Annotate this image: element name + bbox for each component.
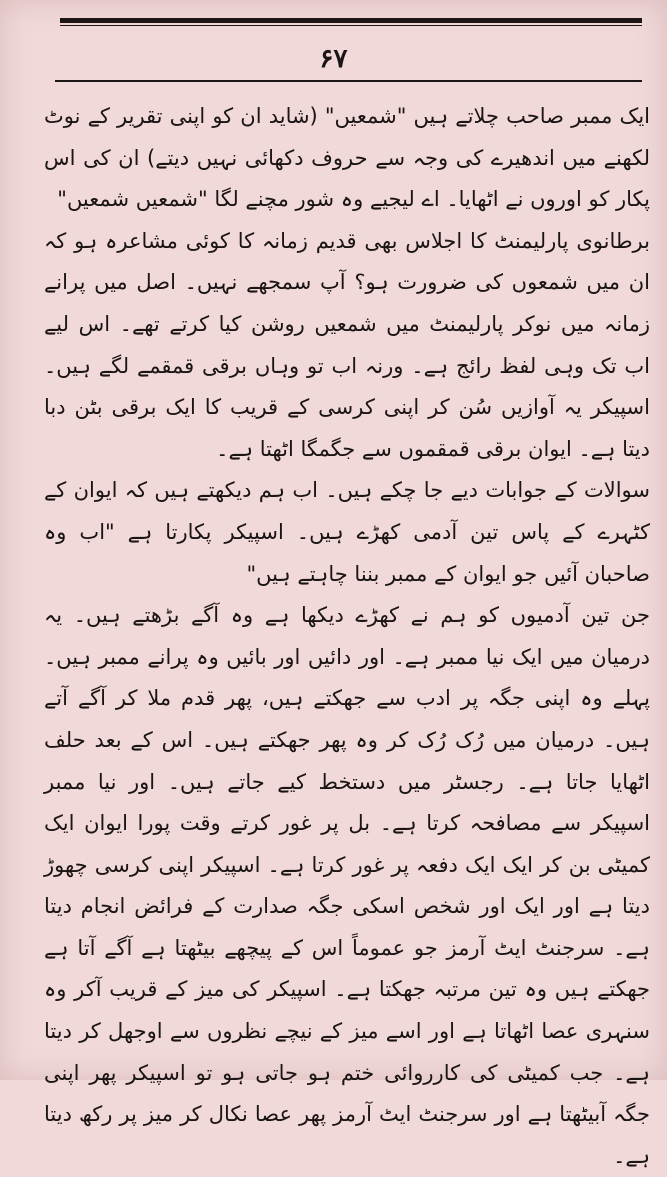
page-number: ۶۷	[319, 44, 348, 74]
paragraph-4: جن تین آدمیوں کو ہم نے کھڑے دیکھا ہے وہ آگے بڑھتے ہیں۔ یہ درمیان میں ایک نیا ممبر ہے۔ اور دائیں اور بائیں وہ پرانے ممبر ہیں۔ پہلے وہ اپنی جگہ پر ادب سے جھکتے ہیں، پھر قدم ملا کر آگے آتے ہیں۔ درمیان میں رُک رُک کر وہ پھر جھکتے ہیں۔ اس کے بعد حلف اٹھایا جاتا ہے۔ رجسٹر میں دستخط کیے جاتے ہیں۔ اور نیا ممبر اسپیکر سے مصافحہ کرتا ہے۔ بل پر غور کرتے وقت پورا ایوان ایک کمیٹی بن کر ایک ایک دفعہ پر غور کرتا ہے۔ اسپیکر اپنی کرسی چھوڑ دیتا ہے اور ایک اور شخص اسکی جگہ صدارت کے فرائض انجام دیتا ہے۔ سرجنٹ ایٹ آرمز جو عموماً اس کے پیچھے بیٹھتا ہے آگے آتا ہے جھکتے ہیں وہ تین مرتبہ جھکتا ہے۔ اسپیکر کی میز کے قریب آکر وہ سنہری عصا اٹھاتا ہے اور اسے میز کے نیچے نظروں سے اوجھل کر دیتا ہے۔ جب کمیٹی کی کارروائی ختم ہو جاتی ہو تو اسپیکر پھر اپنی جگہ آبیٹھتا ہے اور سرجنٹ ایٹ آرمز پھر عصا نکال کر میز پر رکھ دیتا ہے۔	[44, 603, 650, 1168]
header-rule	[55, 80, 642, 82]
paragraph-1: ایک ممبر صاحب چلاتے ہیں "شمعیں" (شاید ان کو اپنی تقریر کے نوٹ لکھنے میں اندھیرے کی وجہ سے حروف دکھائی نہیں دیتے) ان کی اس پکار کو اوروں نے اٹھایا۔ اے لیجیے وہ شور مچنے لگا "شمعیں شمعیں"	[44, 104, 650, 212]
paragraph-2: برطانوی پارلیمنٹ کا اجلاس بھی قدیم زمانہ کا کوئی مشاعرہ ہو کہ ان میں شمعوں کی ضرورت ہو؟ آپ سمجھے نہیں۔ اصل میں پرانے زمانہ میں نوکر پارلیمنٹ میں شمعیں روشن کیا کرتے تھے۔ اس لیے اب تک وہی لفظ رائج ہے۔ ورنہ اب تو وہاں برقی قمقمے لگے ہیں۔ اسپیکر یہ آوازیں سُن کر اپنی کرسی کے قریب کا ایک برقی بٹن دبا دیتا ہے۔ ایوان برقی قمقموں سے جگمگا اٹھتا ہے۔	[44, 228, 650, 461]
body-text	[44, 96, 650, 1177]
top-double-rule	[60, 18, 642, 26]
paragraph-3: سوالات کے جوابات دیے جا چکے ہیں۔ اب ہم دیکھتے ہیں کہ ایوان کے کٹہرے کے پاس تین آدمی کھڑے ہیں۔ اسپیکر پکارتا ہے "اب وہ صاحبان آئیں جو ایوان کے ممبر بننا چاہتے ہیں"	[44, 478, 650, 586]
